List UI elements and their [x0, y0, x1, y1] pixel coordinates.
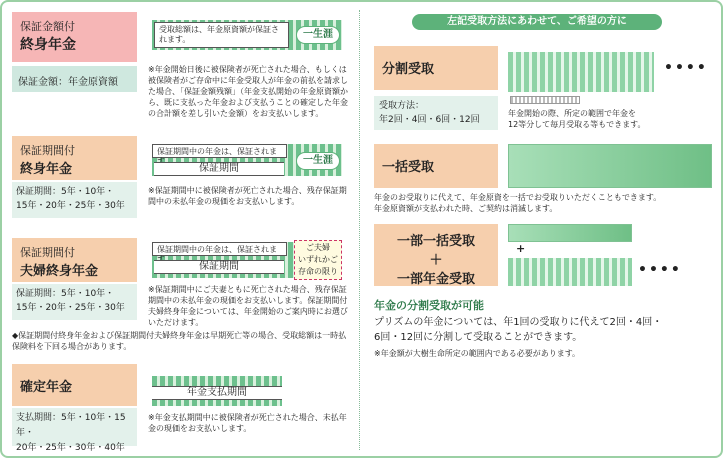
lump-sum-header [374, 144, 498, 188]
section1-description: ※年金開始日後に被保険者が死亡された場合、もしくは被保険者がご存命中に年金受取人が年金の前払を請求した場合、「保証金額残額」（年金支払開始の年金原資額から、既に支払った年金および支払うことの確定した年金の合計額を差し引いた金額）をお支払いします。 [148, 65, 348, 118]
split-receipt-dots: •••• [664, 60, 708, 76]
section3-note: ◆保証期間付終身年金および保証期間付夫婦終身年金は早期死亡等の場合、受取総額は一時払保険料を下回る場合があります。 [12, 331, 347, 351]
section-top-label: 保証期間付 [20, 144, 75, 157]
section-guaranteed-amount-header [12, 12, 137, 62]
split-possible-title: 年金の分割受取が可能 [374, 299, 484, 312]
split-receipt-stripes [508, 52, 654, 92]
split-possible-note: ※年金額が大樹生命所定の範囲内である必要があります。 [374, 349, 581, 358]
couple-end-line-2: いずれかご [298, 255, 338, 264]
couple-end-line-3: 存命の限り [298, 267, 338, 276]
period-line-1: 保証期間：5年・10年・ [16, 289, 115, 299]
period-line-1: 保証期間：5年・10年・ [16, 187, 115, 197]
section4-description: ※年金支払期間中に被保険者が死亡された場合、未払年金の現価をお支払いします。 [148, 413, 347, 433]
split-method-box [374, 96, 498, 130]
fixed-term-period-label [12, 408, 137, 453]
period-line-2: 20年・25年・30年・40年 [16, 443, 125, 453]
split-receipt-title: 分割受取 [382, 62, 435, 77]
split-method-values: 年2回・4回・6回・12回 [379, 115, 480, 125]
guaranteed-amount-label: 保証金額：年金原資額 [12, 66, 137, 92]
section-guaranteed-period-header [12, 136, 137, 180]
partial-lump-sum-header [374, 224, 498, 286]
couple-end-label [294, 240, 342, 280]
split-desc-line-1: プリズムの年金については、年1回の受取りに代えて2回・4回・ [374, 317, 663, 328]
lump-sum-bar [508, 144, 712, 188]
couple-callout: 保証期間中の年金は、保証されま [152, 242, 287, 256]
guaranteed-period-label [12, 182, 137, 218]
payment-period-label: 年金支払期間 [152, 386, 282, 400]
split-method-label: 受取方法： [379, 101, 425, 111]
split-possible-description [374, 315, 719, 345]
section-couple-header [12, 238, 137, 282]
split-receipt-header [374, 46, 498, 90]
split-note-line-2: 12等分して毎月受取る等もできます。 [508, 120, 646, 129]
lifetime-label: 一生涯 [296, 26, 340, 44]
guarantee-callout: 受取総額は、年金原資額が保証されます。 [154, 22, 289, 48]
section-main-label: 夫婦終身年金 [20, 264, 99, 279]
partial-lump-bar [508, 224, 632, 242]
couple-period-label [12, 284, 137, 320]
plus-sign: ＋ [429, 253, 443, 268]
couple-end-line-1: ご夫婦 [306, 243, 330, 252]
period-line-2: 15年・20年・25年・30年 [16, 201, 125, 211]
partial-lump-title: 一部一括受取 [396, 234, 475, 249]
monthly-mini-bar [510, 96, 580, 104]
lump-sum-title: 一括受取 [382, 160, 435, 175]
period-line-1: 支払期間：5年・10年・15年・ [16, 413, 126, 438]
period-line-2: 15年・20年・25年・30年 [16, 303, 125, 313]
split-note [508, 108, 718, 130]
partial-plus-small: + [516, 242, 526, 255]
partial-annuity-stripes [508, 258, 632, 286]
section3-description: ※保証期間中にご夫妻ともに死亡された場合、残存保証期間中の未払年金の現価をお支払いします。保証期間付夫婦終身年金については、年金開始のご案内時にお選びいただけます。 [148, 285, 348, 327]
right-header: 左記受取方法にあわせて、ご希望の方に [412, 14, 662, 30]
partial-annuity-title: 一部年金受取 [396, 272, 475, 287]
section-main-label: 終身年金 [20, 37, 76, 53]
couple-period-bar-label: 保証期間 [154, 260, 284, 274]
period-callout: 保証期間中の年金は、保証されま [152, 144, 287, 158]
section-fixed-term-header [12, 364, 137, 406]
guarantee-period-label: 保証期間 [154, 162, 284, 176]
lump-sum-desc-1: 年金のお受取りに代えて、年金原資を一括でお受取りいただくこともできます。 [374, 193, 662, 202]
split-desc-line-2: 6回・12回に分割して受取ることができます。 [374, 332, 583, 343]
partial-dots: •••• [638, 262, 682, 278]
section-main-label: 確定年金 [20, 380, 73, 395]
section-top-label: 保証期間付 [20, 246, 75, 259]
lump-sum-description [374, 192, 719, 214]
section-main-label: 終身年金 [20, 162, 73, 177]
lifetime-label: 一生涯 [296, 152, 340, 170]
lump-sum-desc-2: 年金原資額が支払われた時、ご契約は消滅します。 [374, 204, 558, 213]
split-note-line-1: 年金開始の際、所定の範囲で年金を [508, 109, 636, 118]
column-divider [359, 10, 360, 450]
section2-description: ※保証期間中に被保険者が死亡された場合、残存保証期間中の未払年金の現価をお支払いします。 [148, 186, 347, 206]
section-top-label: 保証金額付 [20, 20, 75, 33]
